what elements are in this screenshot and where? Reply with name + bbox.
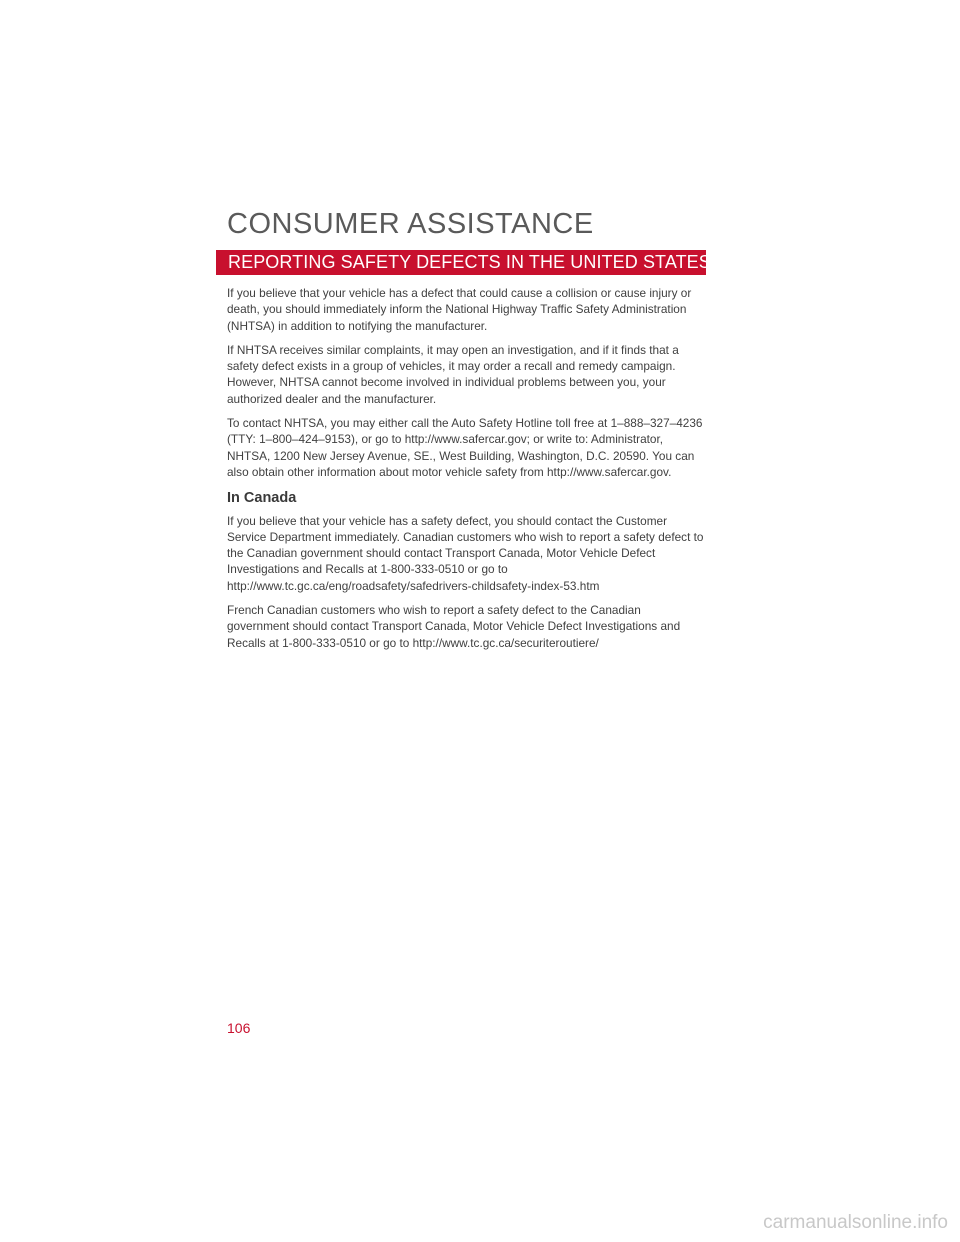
paragraph-canada-report: If you believe that your vehicle has a safety defect, you should contact the Customer Service Department immediately. Canadian customers who wish to report a safety defect to the Canadian government should contact Transport Canada, Motor Vehicle Defect Investigations and Recalls at 1-800-333-0510 or go to http://www.tc.gc.ca/eng/roadsafety/safedrivers-childsafety-index-53.htm (227, 513, 704, 593)
main-content (227, 285, 705, 659)
paragraph-contact-nhtsa: To contact NHTSA, you may either call the Auto Safety Hotline toll free at 1–888–327–4236 (TTY: 1–800–424–9153), or go to http://www.safercar.gov; or write to: Administrator, NHTSA, 1200 New Jersey Avenue, SE., West Building, Washington, D.C. 20590. You can also obtain other information about motor vehicle safety from http://www.safercar.gov. (227, 416, 703, 479)
watermark: carmanualsonline.info (763, 1212, 948, 1233)
paragraph-report-defect: If you believe that your vehicle has a defect that could cause a collision or cause injury or death, you should immediately inform the National Highway Traffic Safety Administration (NHTSA) in addition to notifying the manufacturer. (227, 286, 692, 333)
section-header-bar (216, 250, 711, 275)
subheading-in-canada: In Canada (227, 490, 297, 507)
section-title: REPORTING SAFETY DEFECTS IN THE UNITED STATES (228, 252, 711, 272)
chapter-title: CONSUMER ASSISTANCE (227, 208, 594, 240)
paragraph-french-canada-report: French Canadian customers who wish to report a safety defect to the Canadian government should contact Transport Canada, Motor Vehicle Defect Investigations and Recalls at 1-800-333-0510 or go to http://www.tc.gc.ca/securiteroutiere/ (227, 603, 681, 650)
paragraph-nhtsa-investigation: If NHTSA receives similar complaints, it may open an investigation, and if it finds that a safety defect exists in a group of vehicles, it may order a recall and remedy campaign. However, NHTSA cannot become involved in individual problems between you, your authorized dealer and the manufacturer. (227, 342, 679, 406)
page-number: 106 (227, 1020, 251, 1036)
